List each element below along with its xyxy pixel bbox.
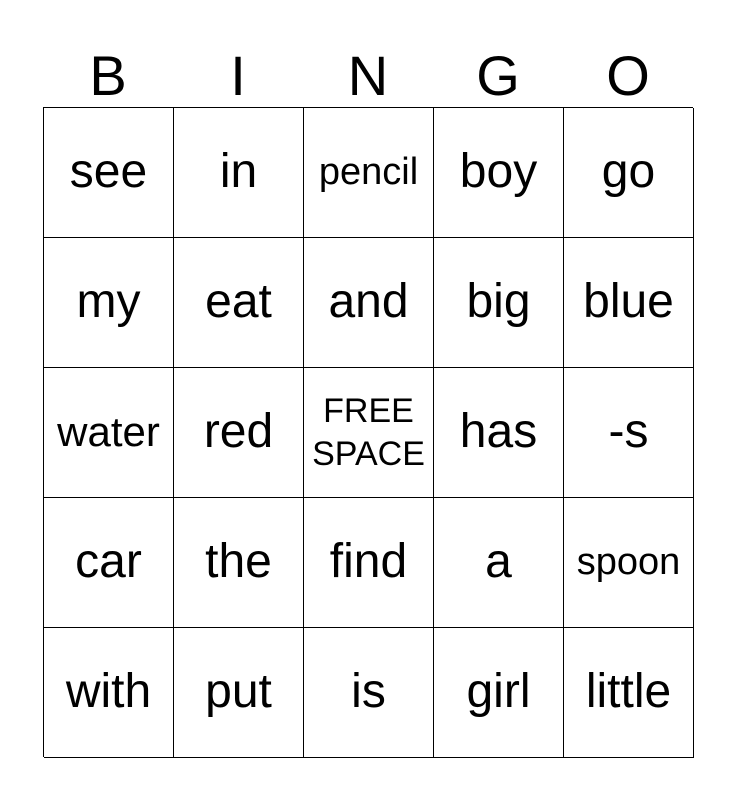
bingo-cell: pencil — [304, 108, 434, 238]
bingo-cell: red — [174, 368, 304, 498]
bingo-cell: put — [174, 628, 304, 758]
bingo-board — [43, 107, 693, 757]
bingo-cell: -s — [564, 368, 694, 498]
bingo-cell: has — [434, 368, 564, 498]
bingo-cell: blue — [564, 238, 694, 368]
bingo-cell: the — [174, 498, 304, 628]
bingo-cell: and — [304, 238, 434, 368]
header-letter-n: N — [347, 44, 389, 107]
bingo-cell: girl — [434, 628, 564, 758]
bingo-cell: a — [434, 498, 564, 628]
header-letter-o: O — [606, 44, 650, 107]
bingo-cell: big — [434, 238, 564, 368]
header-letter-i: I — [230, 44, 246, 107]
bingo-cell: is — [304, 628, 434, 758]
bingo-cell: eat — [174, 238, 304, 368]
bingo-cell: go — [564, 108, 694, 238]
header-letter-b: B — [89, 44, 127, 107]
bingo-cell: water — [44, 368, 174, 498]
bingo-cell: find — [304, 498, 434, 628]
free-space-cell: FREE SPACE — [304, 368, 434, 498]
bingo-header — [43, 44, 693, 108]
bingo-cell: spoon — [564, 498, 694, 628]
header-letter-g: G — [476, 44, 520, 107]
bingo-cell: with — [44, 628, 174, 758]
bingo-cell: boy — [434, 108, 564, 238]
bingo-cell: my — [44, 238, 174, 368]
bingo-cell: little — [564, 628, 694, 758]
bingo-cell: see — [44, 108, 174, 238]
bingo-cell: in — [174, 108, 304, 238]
bingo-cell: car — [44, 498, 174, 628]
